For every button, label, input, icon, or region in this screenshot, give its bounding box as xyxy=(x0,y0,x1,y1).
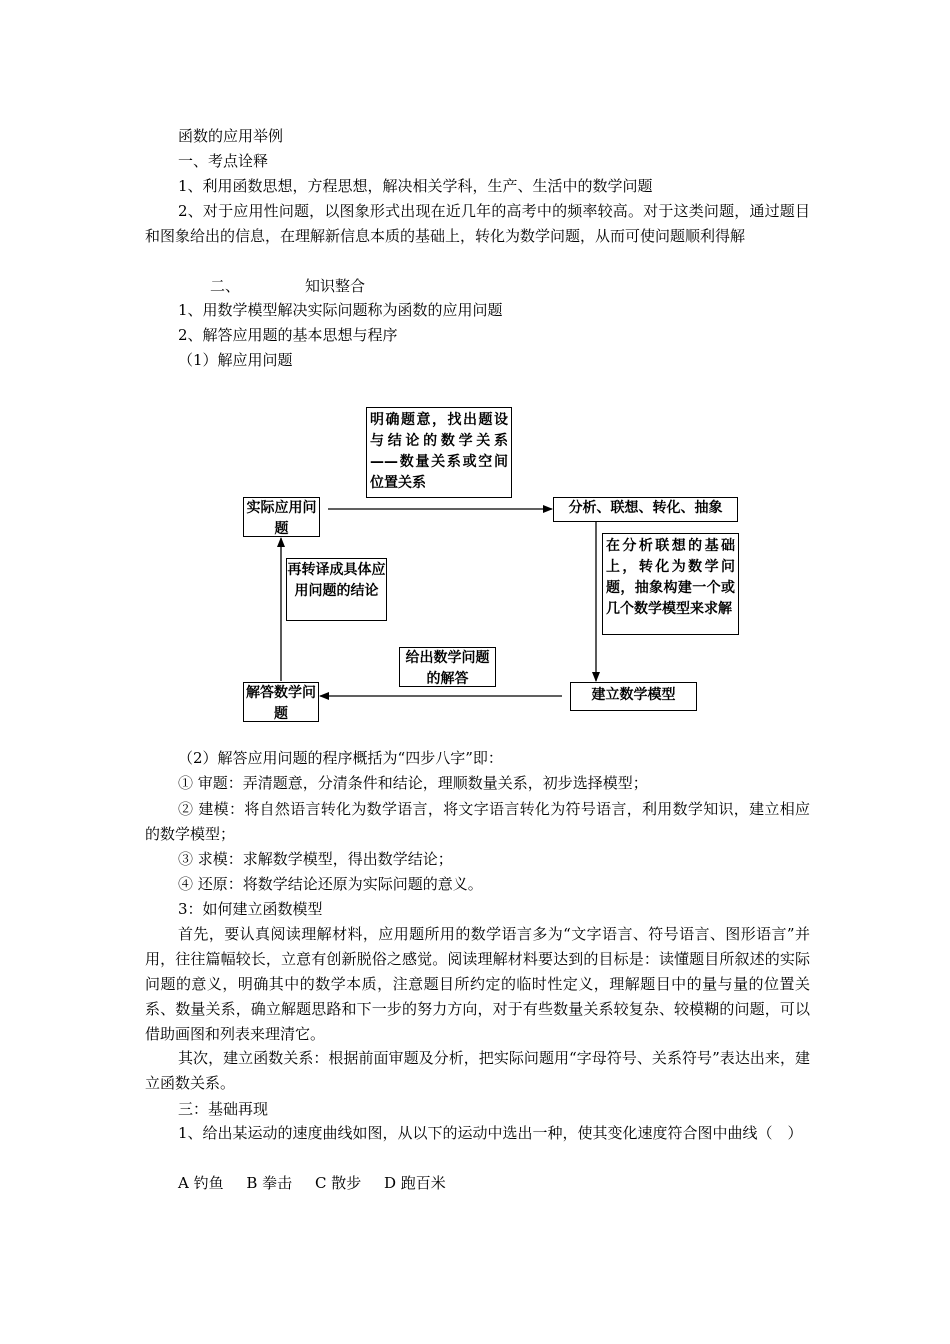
paragraph-procedure: 2、解答应用题的基本思想与程序 xyxy=(178,326,398,344)
flow-box-solve: 解答数学问题 xyxy=(243,682,319,722)
answer-options xyxy=(178,1171,446,1195)
step-solve: ③ 求模：求解数学模型，得出数学结论； xyxy=(178,850,453,868)
flow-box-real-problem: 实际应用问题 xyxy=(243,497,320,537)
paragraph-1: 1、利用函数思想，方程思想，解决相关学科，生产、生活中的数学问题 xyxy=(178,177,653,195)
step-model: ② 建模：将自然语言转化为数学语言，将文字语言转化为符号语言，利用数学知识，建立相应的数学模型； xyxy=(145,800,810,843)
paragraph-second: 其次，建立函数关系：根据前面审题及分析，把实际问题用“字母符号、关系符号”表达出来，建立函数关系。 xyxy=(145,1049,810,1092)
paragraph-first: 首先，要认真阅读理解材料，应用题所用的数学语言多为“文字语言、符号语言、图形语言”并用，往往篇幅较长，立意有创新脱俗之感觉。阅读理解材料要达到的目标是：读懂题目所叙述的实际问题的意义，明确其中的数学本质，注意题目所约定的临时性定义，理解题目中的量与量的位置关系、数量关系，确立解题思路和下一步的努力方向，对于有些数量关系较复杂、较模糊的问题，可以借助画图和列表来理清它。 xyxy=(145,925,810,1043)
step-review: ① 审题：弄清题意，分清条件和结论，理顺数量关系，初步选择模型； xyxy=(178,774,648,792)
sub-heading-solve: （1）解应用问题 xyxy=(178,351,293,369)
section-heading-knowledge: 知识整合 xyxy=(305,277,366,295)
flow-box-model: 建立数学模型 xyxy=(570,682,697,711)
flow-box-clarify: 明确题意，找出题设与结论的数学关系——数量关系或空间位置关系 xyxy=(366,407,512,498)
section-heading-exam-points: 一、考点诠释 xyxy=(178,152,269,170)
question-1: 1、给出某运动的速度曲线如图，从以下的运动中选出一种，使其变化速度符合图中曲线（ ） xyxy=(178,1124,803,1142)
paragraph-model: 1、用数学模型解决实际问题称为函数的应用问题 xyxy=(178,301,503,319)
step-restore: ④ 还原：将数学结论还原为实际问题的意义。 xyxy=(178,875,483,893)
paragraph-2: 2、对于应用性问题，以图象形式出现在近几年的高考中的频率较高。对于这类问题，通过题目和图象给出的信息，在理解新信息本质的基础上，转化为数学问题，从而可使问题顺利得解 xyxy=(145,202,810,245)
flow-box-analyze: 分析、联想、转化、抽象 xyxy=(553,497,738,522)
option-c: C 散步 xyxy=(314,1174,362,1192)
section-heading-number: 二、 xyxy=(210,277,241,295)
section-heading-basics: 三：基础再现 xyxy=(178,1100,269,1118)
option-b: B 拳击 xyxy=(246,1174,293,1192)
flow-box-build-note: 在分析联想的基础上，转化为数学问题，抽象构建一个或几个数学模型来求解 xyxy=(602,533,739,635)
option-d: D 跑百米 xyxy=(384,1174,446,1192)
steps-intro: （2）解答应用问题的程序概括为“四步八字”即： xyxy=(178,749,503,767)
flow-box-translate: 再转译成具体应用问题的结论 xyxy=(286,558,387,621)
page-title: 函数的应用举例 xyxy=(178,127,284,145)
flow-box-answer-note: 给出数学问题的解答 xyxy=(399,647,496,687)
section-heading-build: 3：如何建立函数模型 xyxy=(178,900,323,918)
option-a: A 钓鱼 xyxy=(178,1174,224,1192)
